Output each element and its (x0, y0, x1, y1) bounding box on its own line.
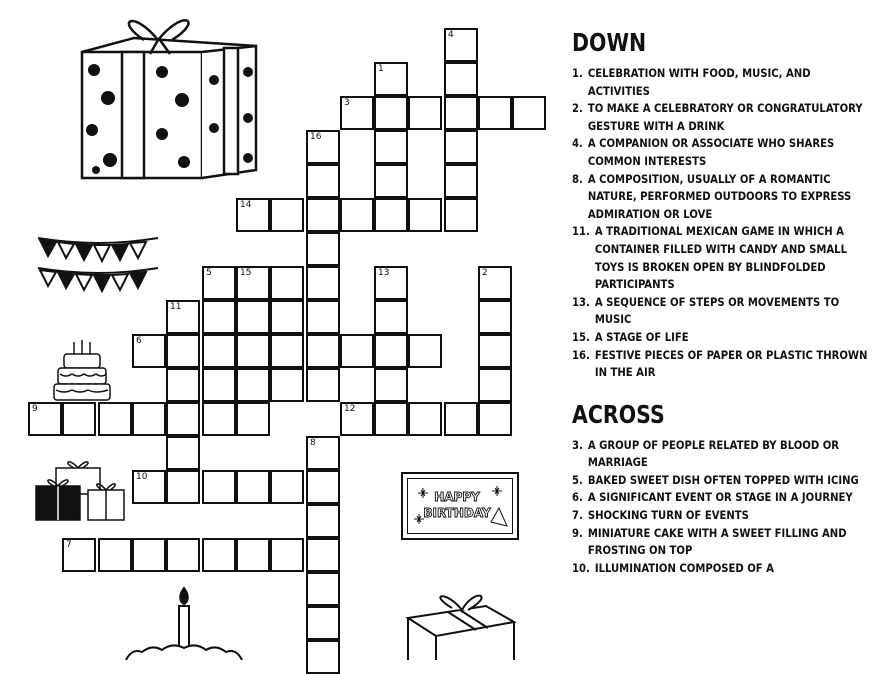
across-heading: ACROSS (572, 399, 665, 429)
down-clue (572, 135, 872, 170)
crossword-cell[interactable] (270, 300, 304, 334)
clue-number: 6 (136, 336, 142, 346)
crossword-cell[interactable] (166, 402, 200, 436)
crossword-cell[interactable] (478, 334, 512, 368)
crossword-cell[interactable] (166, 470, 200, 504)
crossword-cell[interactable] (236, 470, 270, 504)
crossword-cell[interactable] (478, 368, 512, 402)
crossword-cell[interactable] (236, 368, 270, 402)
clue-text: A SIGNIFICANT EVENT OR STAGE IN A JOURNEY (587, 491, 853, 505)
crossword-cell[interactable] (408, 96, 442, 130)
crossword-cell[interactable] (340, 334, 374, 368)
down-clue (572, 329, 872, 347)
crossword-cell[interactable] (444, 130, 478, 164)
crossword-cell[interactable] (340, 402, 374, 436)
crossword-cell[interactable] (444, 402, 478, 436)
crossword-cell[interactable] (132, 470, 166, 504)
clue-number: 4 (448, 30, 454, 40)
across-clue-list (572, 437, 872, 578)
crossword-cell[interactable] (270, 334, 304, 368)
crossword-cell[interactable] (306, 198, 340, 232)
clue-number-label: 1. (572, 67, 583, 80)
crossword-cell[interactable] (306, 266, 340, 300)
clue-number-label: 8. (572, 172, 583, 186)
clue-text: A GROUP OF PEOPLE RELATED BY BLOOD OR MARRIAGE (587, 438, 840, 470)
crossword-cell[interactable] (236, 300, 270, 334)
crossword-cell[interactable] (306, 640, 340, 674)
crossword-cell[interactable] (306, 164, 340, 198)
clue-number-label: 16. (572, 348, 590, 362)
crossword-cell[interactable] (202, 538, 236, 572)
clue-number: 13 (378, 268, 390, 278)
bunting-illustration (36, 234, 162, 296)
crossword-cell[interactable] (236, 334, 270, 368)
crossword-cell[interactable] (374, 266, 408, 300)
crossword-cell[interactable] (166, 538, 200, 572)
crossword-cell[interactable] (202, 334, 236, 368)
crossword-cell[interactable] (202, 368, 236, 402)
crossword-cell[interactable] (98, 402, 132, 436)
crossword-cell[interactable] (374, 96, 408, 130)
gift-outline-illustration (402, 588, 520, 660)
across-clue (572, 560, 872, 578)
crossword-cell[interactable] (132, 402, 166, 436)
crossword-cell[interactable] (202, 266, 236, 300)
clue-number: 14 (240, 200, 252, 210)
crossword-cell[interactable] (166, 334, 200, 368)
crossword-cell[interactable] (62, 402, 96, 436)
clue-number-label: 7. (572, 509, 583, 523)
clue-number-label: 13. (572, 295, 590, 309)
cake-illustration (52, 340, 112, 404)
crossword-cell[interactable] (270, 470, 304, 504)
crossword-cell[interactable] (306, 470, 340, 504)
clue-number: 16 (310, 132, 322, 142)
crossword-cell[interactable] (166, 300, 200, 334)
crossword-cell[interactable] (306, 606, 340, 640)
clue-number-label: 9. (572, 526, 583, 540)
sign-line-2: BIRTHDAY (423, 506, 491, 520)
crossword-cell[interactable] (270, 198, 304, 232)
crossword-cell[interactable] (408, 334, 442, 368)
crossword-cell[interactable] (132, 334, 166, 368)
crossword-cell[interactable] (374, 334, 408, 368)
clue-text: SHOCKING TURN OF EVENTS (587, 509, 749, 523)
clue-text: A COMPOSITION, USUALLY OF A ROMANTIC NATURE, PERFORMED OUTDOORS TO EXPRESS ADMIRATION OR LOVE (587, 172, 852, 221)
down-clue (572, 100, 872, 135)
down-clue-list (572, 65, 872, 382)
clue-number-label: 10. (572, 561, 590, 575)
down-clue (572, 347, 872, 382)
crossword-cell[interactable] (306, 504, 340, 538)
crossword-cell[interactable] (408, 402, 442, 436)
crossword-cell[interactable] (98, 538, 132, 572)
crossword-cell[interactable] (374, 368, 408, 402)
clue-number: 5 (206, 268, 212, 278)
crossword-cell[interactable] (478, 96, 512, 130)
clue-number-label: 2. (572, 102, 583, 116)
crossword-cell[interactable] (444, 96, 478, 130)
crossword-cell[interactable] (306, 334, 340, 368)
clue-number-label: 11. (572, 225, 590, 239)
crossword-cell[interactable] (62, 538, 96, 572)
down-clue (572, 223, 872, 293)
crossword-cell[interactable] (340, 96, 374, 130)
crossword-cell[interactable] (374, 164, 408, 198)
crossword-cell[interactable] (478, 300, 512, 334)
clue-number-label: 6. (572, 491, 583, 505)
clue-number: 11 (170, 302, 182, 312)
crossword-cell[interactable] (236, 402, 270, 436)
crossword-cell[interactable] (374, 130, 408, 164)
clue-number: 1 (378, 64, 384, 74)
crossword-cell[interactable] (408, 198, 442, 232)
crossword-cell[interactable] (374, 300, 408, 334)
crossword-cell[interactable] (374, 402, 408, 436)
crossword-cell[interactable] (340, 198, 374, 232)
candle-cake-illustration (122, 586, 246, 660)
across-clue (572, 437, 872, 472)
clue-number: 15 (240, 268, 252, 278)
across-clue (572, 489, 872, 507)
clue-number-label: 15. (572, 330, 590, 344)
clue-text: CELEBRATION WITH FOOD, MUSIC, AND ACTIVITIES (587, 67, 811, 98)
clue-text: BAKED SWEET DISH OFTEN TOPPED WITH ICING (587, 473, 859, 487)
crossword-cell[interactable] (202, 300, 236, 334)
presents-illustration (34, 458, 128, 522)
down-heading: DOWN (572, 28, 647, 57)
crossword-cell[interactable] (306, 436, 340, 470)
crossword-cell[interactable] (202, 470, 236, 504)
crossword-cell[interactable] (444, 62, 478, 96)
crossword-cell[interactable] (374, 198, 408, 232)
crossword-cell[interactable] (512, 96, 546, 130)
crossword-cell[interactable] (270, 368, 304, 402)
crossword-cell[interactable] (306, 232, 340, 266)
crossword-cell[interactable] (444, 198, 478, 232)
crossword-cell[interactable] (444, 164, 478, 198)
crossword-cell[interactable] (374, 62, 408, 96)
crossword-cell[interactable] (132, 538, 166, 572)
crossword-cell[interactable] (306, 130, 340, 164)
clues-panel (572, 28, 872, 577)
crossword-cell[interactable] (28, 402, 62, 436)
clue-number: 3 (344, 98, 350, 108)
down-clue (572, 294, 872, 329)
clue-number: 7 (66, 540, 72, 550)
crossword-cell[interactable] (270, 538, 304, 572)
crossword-cell[interactable] (444, 28, 478, 62)
gift-box-illustration (74, 10, 264, 182)
clue-number: 10 (136, 472, 148, 482)
sign-line-1: HAPPY (434, 490, 480, 504)
across-clue (572, 525, 872, 560)
crossword-cell[interactable] (166, 368, 200, 402)
down-clue (572, 65, 872, 100)
clue-number-label: 3. (572, 438, 583, 452)
crossword-cell[interactable] (166, 436, 200, 470)
clue-text: MINIATURE CAKE WITH A SWEET FILLING AND FROSTING ON TOP (587, 526, 847, 558)
crossword-cell[interactable] (306, 300, 340, 334)
clue-number: 12 (344, 404, 356, 414)
clue-text: A COMPANION OR ASSOCIATE WHO SHARES COMMON INTERESTS (587, 137, 835, 168)
clue-text: A TRADITIONAL MEXICAN GAME IN WHICH A CONTAINER FILLED WITH CANDY AND SMALL TOYS IS BROKEN OPEN BY BLINDFOLDED PARTICIPANTS (594, 225, 847, 292)
happy-birthday-sign (401, 472, 519, 540)
clue-number: 2 (482, 268, 488, 278)
clue-number-label: 5. (572, 473, 583, 487)
across-clue (572, 472, 872, 490)
crossword-cell[interactable] (236, 198, 270, 232)
clue-number: 8 (310, 438, 316, 448)
clue-text: TO MAKE A CELEBRATORY OR CONGRATULATORY GESTURE WITH A DRINK (587, 102, 863, 133)
crossword-cell[interactable] (306, 538, 340, 572)
crossword-cell[interactable] (270, 266, 304, 300)
crossword-cell[interactable] (306, 572, 340, 606)
crossword-cell[interactable] (236, 538, 270, 572)
clue-text: ILLUMINATION COMPOSED OF A (594, 561, 774, 575)
crossword-cell[interactable] (478, 402, 512, 436)
down-clue (572, 171, 872, 224)
clue-text: A STAGE OF LIFE (594, 330, 689, 344)
crossword-cell[interactable] (236, 266, 270, 300)
crossword-cell[interactable] (478, 266, 512, 300)
crossword-cell[interactable] (306, 368, 340, 402)
clue-text: A SEQUENCE OF STEPS OR MOVEMENTS TO MUSIC (594, 295, 840, 327)
clue-number: 9 (32, 404, 38, 414)
crossword-cell[interactable] (202, 402, 236, 436)
clue-number-label: 4. (572, 137, 583, 151)
clue-text: FESTIVE PIECES OF PAPER OR PLASTIC THROWN IN THE AIR (594, 348, 868, 380)
across-clue (572, 507, 872, 525)
